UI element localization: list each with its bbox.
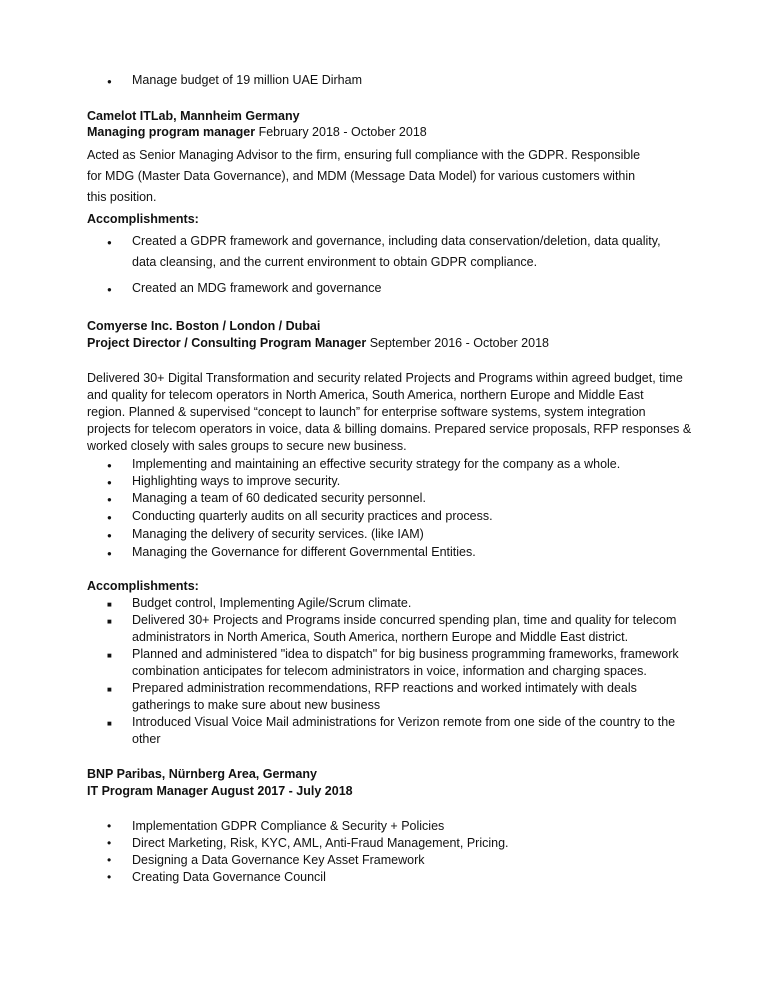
camelot-acc-2: Created an MDG framework and governance <box>132 281 382 295</box>
comverse-desc-line-4: projects for telecom operators in voice, data & billing domains. Prepared service proposals, RFP responses & <box>87 422 692 436</box>
camelot-desc-line-1: Acted as Senior Managing Advisor to the firm, ensuring full compliance with the GDPR. Responsible <box>87 148 641 162</box>
bullet-marker <box>107 545 119 563</box>
bullet-marker <box>107 73 119 91</box>
camelot-accomplishments-heading: Accomplishments: <box>87 212 199 226</box>
comverse-desc-line-2: and quality for telecom operators in North America, South America, northern Europe and Middle East <box>87 388 644 402</box>
bullet-marker <box>107 835 119 852</box>
comverse-duty-1: Implementing and maintaining an effective security strategy for the company as a whole. <box>132 457 621 471</box>
comverse-acc-5-line-2: other <box>132 732 161 746</box>
bnp-item-2: Direct Marketing, Risk, KYC, AML, Anti-Fraud Management, Pricing. <box>132 836 509 850</box>
comverse-acc-2-line-2: administrators in North America, South America, northern Europe and Middle East district. <box>132 630 629 644</box>
bullet-marker <box>107 474 119 492</box>
bnp-role: IT Program Manager August 2017 - July 2018 <box>87 784 353 798</box>
comverse-desc-line-1: Delivered 30+ Digital Transformation and security related Projects and Programs within agreed budget, time <box>87 371 683 385</box>
comverse-duty-4: Conducting quarterly audits on all security practices and process. <box>132 509 493 523</box>
comverse-dates: September 2016 - October 2018 <box>366 336 549 350</box>
bullet-marker <box>107 869 119 886</box>
comverse-acc-5-line-1: Introduced Visual Voice Mail administrations for Verizon remote from one side of the country to the <box>132 715 676 729</box>
bullet-marker <box>107 613 119 631</box>
comverse-desc-line-3: region. Planned & supervised “concept to launch” for enterprise software systems, system integration <box>87 405 646 419</box>
comverse-acc-4-line-2: gatherings to make sure about new business <box>132 698 381 712</box>
camelot-desc-line-2: for MDG (Master Data Governance), and MDM (Message Data Model) for various customers within <box>87 169 636 183</box>
bnp-item-3: Designing a Data Governance Key Asset Framework <box>132 853 425 867</box>
camelot-dates: February 2018 - October 2018 <box>255 125 427 139</box>
bullet-marker <box>107 509 119 527</box>
comverse-duty-3: Managing a team of 60 dedicated security personnel. <box>132 491 426 505</box>
comverse-acc-3-line-1: Planned and administered "idea to dispatch" for big business programming frameworks, framework <box>132 647 679 661</box>
comverse-desc-line-5: worked closely with sales groups to secure new business. <box>87 439 407 453</box>
comverse-role-line <box>87 335 707 352</box>
bullet-marker <box>107 234 119 252</box>
camelot-company: Camelot ITLab, Mannheim Germany <box>87 109 300 123</box>
comverse-acc-1: Budget control, Implementing Agile/Scrum climate. <box>132 596 412 610</box>
comverse-accomplishments-heading: Accomplishments: <box>87 579 199 593</box>
comverse-role: Project Director / Consulting Program Manager <box>87 336 367 350</box>
bullet-marker <box>107 818 119 835</box>
comverse-acc-4-line-1: Prepared administration recommendations, RFP reactions and worked intimately with deals <box>132 681 637 695</box>
bnp-item-4: Creating Data Governance Council <box>132 870 326 884</box>
bullet-marker <box>107 647 119 665</box>
bullet-marker <box>107 852 119 869</box>
bullet-marker <box>107 457 119 475</box>
comverse-acc-2-line-1: Delivered 30+ Projects and Programs inside concurred spending plan, time and quality for telecom <box>132 613 677 627</box>
bullet-marker <box>107 281 119 299</box>
camelot-role: Managing program manager <box>87 125 256 139</box>
bnp-company: BNP Paribas, Nürnberg Area, Germany <box>87 767 317 781</box>
bullet-marker <box>107 596 119 614</box>
comverse-duty-2: Highlighting ways to improve security. <box>132 474 341 488</box>
bullet-marker <box>107 715 119 733</box>
bullet-marker <box>107 527 119 545</box>
comverse-duty-5: Managing the delivery of security services. (like IAM) <box>132 527 424 541</box>
bnp-item-1: Implementation GDPR Compliance & Security + Policies <box>132 819 445 833</box>
bullet-marker <box>107 681 119 699</box>
bullet-marker <box>107 491 119 509</box>
comverse-acc-3-line-2: combination anticipates for telecom administrators in voice, information and charging spaces. <box>132 664 647 678</box>
camelot-acc-1-line-2: data cleansing, and the current environment to obtain GDPR compliance. <box>132 255 538 269</box>
camelot-role-line <box>87 124 707 141</box>
camelot-desc-line-3: this position. <box>87 190 157 204</box>
comverse-company: Comyerse Inc. Boston / London / Dubai <box>87 319 321 333</box>
comverse-duty-6: Managing the Governance for different Governmental Entities. <box>132 545 476 559</box>
camelot-acc-1-line-1: Created a GDPR framework and governance, including data conservation/deletion, data quality, <box>132 234 661 248</box>
top-bullet-text: Manage budget of 19 million UAE Dirham <box>132 73 362 87</box>
